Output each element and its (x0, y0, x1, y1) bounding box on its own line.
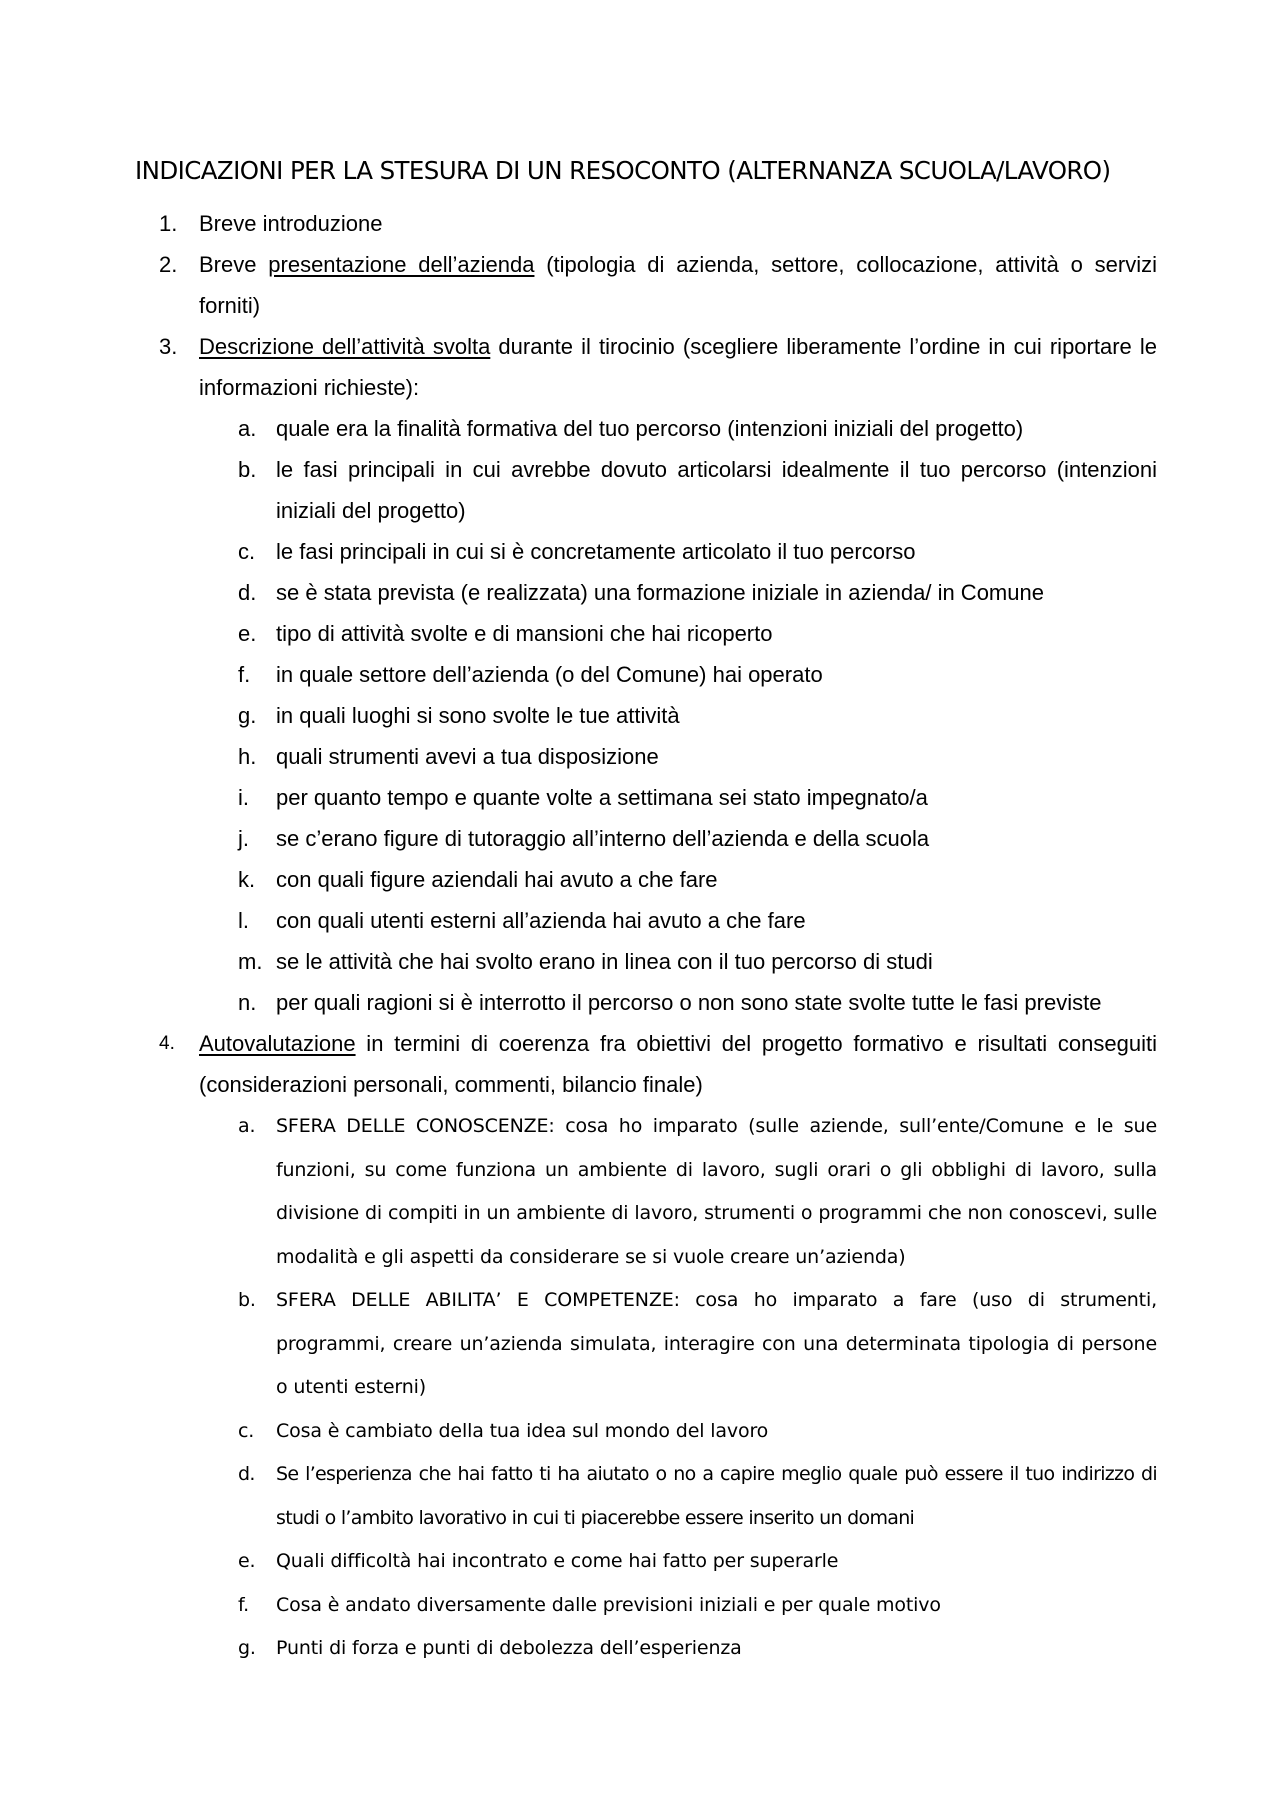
sub-item-text: con quali utenti esterni all’azienda hai avuto a che fare (276, 908, 806, 933)
sub-item-letter: d. (238, 1463, 255, 1485)
sub-item-letter: g. (238, 703, 257, 728)
document-title: INDICAZIONI PER LA STESURA DI UN RESOCONTO (ALTERNANZA SCUOLA/LAVORO) (135, 156, 1111, 185)
sub-item-4a (0, 1105, 1157, 1279)
sub-item-text: quali strumenti avevi a tua disposizione (276, 744, 659, 769)
sub-item-letter: e. (238, 621, 257, 646)
sub-item-text: con quali figure aziendali hai avuto a che fare (276, 867, 718, 892)
list-item-4 (0, 1023, 1157, 1105)
sub-item-letter: n. (238, 990, 257, 1015)
sub-item-4f (0, 1584, 1157, 1628)
sub-item-text: per quanto tempo e quante volte a settimana sei stato impegnato/a (276, 785, 928, 810)
item-number: 2. (159, 252, 178, 277)
list-item-2 (0, 244, 1157, 326)
sub-item-3g (0, 695, 1157, 736)
sub-item-text: se c’erano figure di tutoraggio all’interno dell’azienda e della scuola (276, 826, 930, 851)
item-text: in termini di coerenza fra obiettivi del progetto formativo e risultati conseguiti (considerazioni personali, commenti, bilancio finale) (199, 1031, 1157, 1097)
sub-item-3d (0, 572, 1157, 613)
sub-item-3c (0, 531, 1157, 572)
sub-item-letter: k. (238, 867, 256, 892)
sub-item-3n (0, 982, 1157, 1023)
sub-item-text: Punti di forza e punti di debolezza dell’esperienza (276, 1637, 742, 1659)
sub-item-letter: f. (238, 1593, 250, 1616)
sub-item-letter: h. (238, 744, 257, 769)
sub-item-3a (0, 408, 1157, 449)
sub-item-text: Quali difficoltà hai incontrato e come hai fatto per superarle (276, 1550, 839, 1572)
sub-item-3f (0, 654, 1157, 695)
sub-item-text: per quali ragioni si è interrotto il percorso o non sono state svolte tutte le fasi previste (276, 990, 1102, 1015)
sub-item-3k (0, 859, 1157, 900)
sub-item-letter: l. (238, 908, 249, 933)
instruction-list (0, 203, 1280, 1671)
list-item-3 (0, 326, 1157, 408)
sub-item-text: Cosa è andato diversamente dalle previsioni iniziali e per quale motivo (276, 1593, 941, 1616)
item-underlined-heading: Autovalutazione (199, 1031, 356, 1056)
sub-item-text: SFERA DELLE ABILITA’ E COMPETENZE: cosa ho imparato a fare (uso di strumenti, programmi, creare un’azienda simulata, interagire con una determinata tipologia di persone o utenti esterni) (276, 1289, 1157, 1398)
sub-item-letter: i. (238, 785, 249, 810)
item-text: durante il tirocinio (scegliere liberamente l’ordine in cui riportare le informazioni richieste): (199, 334, 1157, 400)
sub-item-4g (0, 1627, 1157, 1671)
sub-item-4c (0, 1410, 1157, 1454)
sub-item-3e (0, 613, 1157, 654)
list-item-1 (0, 203, 1157, 244)
sub-item-letter: c. (238, 1419, 255, 1442)
sub-item-3i (0, 777, 1157, 818)
sub-item-text: Cosa è cambiato della tua idea sul mondo del lavoro (276, 1419, 769, 1442)
sub-item-letter: a. (238, 416, 257, 441)
sub-item-letter: b. (238, 457, 257, 482)
sub-item-text: quale era la finalità formativa del tuo percorso (intenzioni iniziali del progetto) (276, 416, 1024, 441)
sub-item-4b (0, 1279, 1157, 1410)
sub-item-letter: m. (238, 949, 263, 974)
sub-item-letter: e. (238, 1550, 256, 1572)
sub-item-letter: j. (238, 826, 249, 851)
sub-item-text: se le attività che hai svolto erano in linea con il tuo percorso di studi (276, 949, 933, 974)
sub-item-text: le fasi principali in cui si è concretamente articolato il tuo percorso (276, 539, 916, 564)
sub-item-3l (0, 900, 1157, 941)
sub-item-4d (0, 1453, 1157, 1540)
sub-item-letter: a. (238, 1115, 256, 1137)
sub-item-letter: c. (238, 539, 256, 564)
item-underlined-heading: presentazione dell’azienda (268, 252, 535, 277)
item-number: 3. (159, 334, 178, 359)
sub-item-text: le fasi principali in cui avrebbe dovuto articolarsi idealmente il tuo percorso (intenzioni iniziali del progetto) (276, 457, 1157, 523)
item-text: Breve introduzione (199, 211, 383, 236)
sub-item-3b (0, 449, 1157, 531)
sub-item-letter: d. (238, 580, 257, 605)
sub-item-text: in quali luoghi si sono svolte le tue attività (276, 703, 680, 728)
item-underlined-heading: Descrizione dell’attività svolta (199, 334, 491, 359)
item-text: (tipologia di azienda, settore, collocazione, attività o servizi forniti) (199, 252, 1157, 318)
sub-item-4e (0, 1540, 1157, 1584)
item-number: 1. (159, 211, 178, 236)
sub-item-text: se è stata prevista (e realizzata) una formazione iniziale in azienda/ in Comune (276, 580, 1044, 605)
sub-item-text: SFERA DELLE CONOSCENZE: cosa ho imparato (sulle aziende, sull’ente/Comune e le sue funzioni, su come funziona un ambiente di lavoro, sugli orari o gli obblighi di lavoro, sulla divisione di compiti in un ambiente di lavoro, strumenti o programmi che non conoscevi, sulle modalità e gli aspetti da considerare se si vuole creare un’azienda) (276, 1115, 1157, 1268)
sub-item-text: in quale settore dell’azienda (o del Comune) hai operato (276, 662, 823, 687)
sub-item-letter: b. (238, 1289, 256, 1311)
sub-item-letter: g. (238, 1637, 256, 1659)
item-prefix: Breve (199, 252, 269, 277)
sub-item-text: tipo di attività svolte e di mansioni che hai ricoperto (276, 621, 773, 646)
sub-item-3m (0, 941, 1157, 982)
sub-item-text: Se l’esperienza che hai fatto ti ha aiutato o no a capire meglio quale può essere il tuo indirizzo di studi o l’ambito lavorativo in cui ti piacerebbe essere inserito un domani (276, 1463, 1157, 1529)
sub-item-letter: f. (238, 662, 251, 687)
item-number: 4. (159, 1033, 175, 1054)
sub-item-3j (0, 818, 1157, 859)
sub-item-3h (0, 736, 1157, 777)
